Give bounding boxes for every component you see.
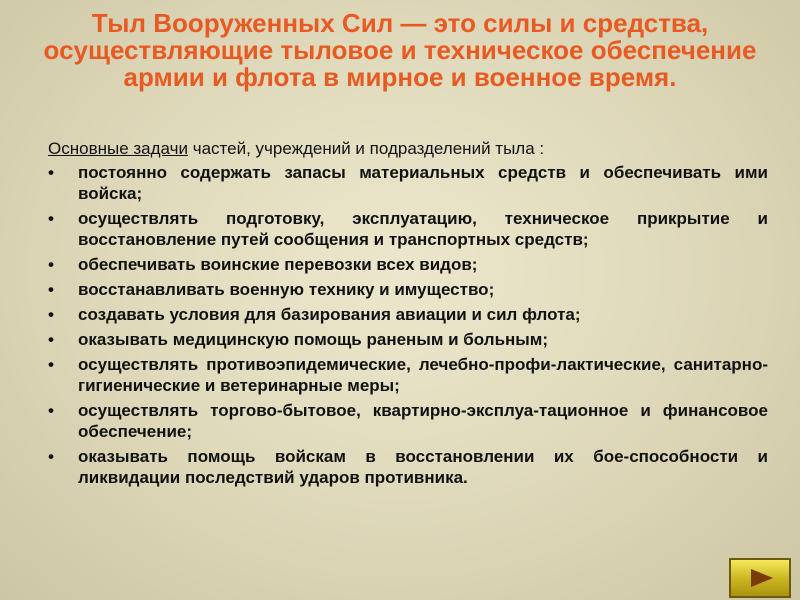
task-text: обеспечивать воинские перевозки всех видов;: [78, 255, 478, 274]
task-text: осуществлять подготовку, эксплуатацию, техническое прикрытие и восстановление путей сообщения и транспортных средств;: [78, 209, 768, 249]
bullet-icon: •: [48, 355, 54, 374]
list-item: [48, 254, 768, 275]
bullet-icon: •: [48, 305, 54, 324]
bullet-icon: •: [48, 401, 54, 420]
bullet-icon: •: [48, 447, 54, 466]
task-text: оказывать медицинскую помощь раненым и больным;: [78, 330, 549, 349]
bullet-icon: •: [48, 255, 54, 274]
bullet-icon: •: [48, 209, 54, 228]
tasks-intro-lead: Основные задачи: [48, 139, 188, 158]
task-text: осуществлять противоэпидемические, лечебно-профи-лактические, санитарно-гигиенические и ветеринарные меры;: [78, 355, 768, 395]
list-item: [48, 400, 768, 442]
bullet-icon: •: [48, 280, 54, 299]
task-text: оказывать помощь войскам в восстановлении их бое-способности и ликвидации последствий ударов противника.: [78, 447, 768, 487]
list-item: [48, 279, 768, 300]
tasks-intro-rest: частей, учреждений и подразделений тыла :: [187, 139, 545, 158]
play-arrow-icon: [751, 569, 773, 587]
task-text: восстанавливать военную технику и имущество;: [78, 280, 495, 299]
task-text: создавать условия для базирования авиации и сил флота;: [78, 305, 581, 324]
slide-content: [48, 138, 768, 492]
bullet-icon: •: [48, 330, 54, 349]
tasks-list: [48, 162, 768, 488]
list-item: [48, 208, 768, 250]
list-item: [48, 446, 768, 488]
tasks-intro: [48, 138, 768, 159]
list-item: [48, 304, 768, 325]
next-slide-button[interactable]: [729, 558, 791, 598]
bullet-icon: •: [48, 163, 54, 182]
slide-title: Тыл Вооруженных Сил — это силы и средства, осуществляющие тыловое и техническое обеспечение армии и флота в мирное и военное время.: [43, 8, 757, 92]
task-text: постоянно содержать запасы материальных средств и обеспечивать ими войска;: [78, 163, 768, 203]
list-item: [48, 354, 768, 396]
list-item: [48, 329, 768, 350]
task-text: осуществлять торгово-бытовое, квартирно-эксплуа-тационное и финансовое обеспечение;: [78, 401, 768, 441]
list-item: [48, 162, 768, 204]
